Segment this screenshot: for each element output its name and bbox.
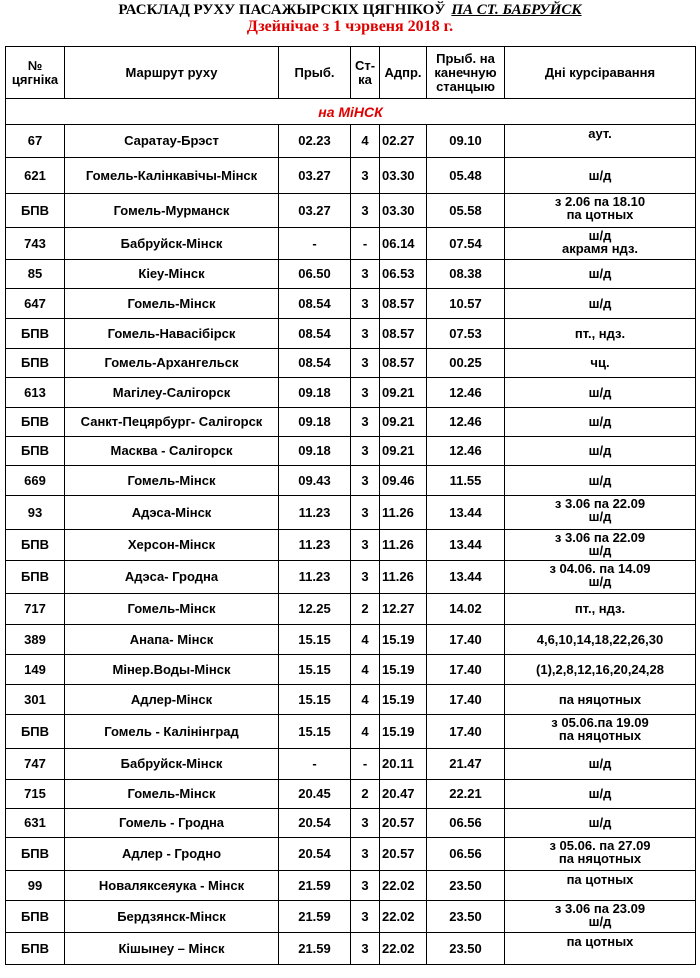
days-line-2: акрамя ндз.	[561, 241, 639, 256]
arrival-time-cell: 08.54	[279, 319, 351, 349]
departure-time-cell: 08.57	[380, 349, 427, 378]
final-arrival-time-cell: 22.21	[427, 780, 505, 809]
days-line-2: ш/д	[588, 509, 612, 524]
route-cell: Новаляксеяука - Мінск	[65, 871, 279, 901]
route-cell: Адэса-Мінск	[65, 496, 279, 530]
days-cell	[505, 228, 696, 260]
departure-time-cell: 20.47	[380, 780, 427, 809]
final-arrival-time-cell: 11.55	[427, 466, 505, 496]
days-line-1: з 3.06 па 22.09	[554, 496, 646, 511]
platform-cell: 3	[351, 871, 380, 901]
arrival-time-cell: 03.27	[279, 194, 351, 228]
departure-time-cell: 11.26	[380, 496, 427, 530]
departure-time-cell: 09.21	[380, 437, 427, 466]
platform-cell: 3	[351, 933, 380, 965]
days-cell: па цотных	[505, 933, 696, 965]
platform-cell: -	[351, 228, 380, 260]
route-cell: Гомель-Мінск	[65, 780, 279, 809]
section-label: на МіНСК	[6, 99, 696, 125]
table-row	[6, 715, 696, 749]
route-cell: Гомель-Мінск	[65, 466, 279, 496]
train-number-cell: 99	[6, 871, 65, 901]
table-row	[6, 838, 696, 871]
arrival-time-cell: 20.54	[279, 809, 351, 838]
final-arrival-time-cell: 17.40	[427, 715, 505, 749]
arrival-time-cell: 21.59	[279, 933, 351, 965]
route-cell: Гомель-Мінск	[65, 594, 279, 625]
route-cell: Гомель-Навасібірск	[65, 319, 279, 349]
table-row	[6, 319, 696, 349]
arrival-time-cell: 09.18	[279, 437, 351, 466]
final-arrival-time-cell: 12.46	[427, 437, 505, 466]
days-cell	[505, 496, 696, 530]
col-header-days: Дні курсіравання	[505, 47, 696, 99]
days-line-1: ш/д	[588, 228, 612, 243]
arrival-time-cell: 02.23	[279, 125, 351, 158]
days-cell: ш/д	[505, 289, 696, 319]
days-line-2: ш/д	[588, 543, 612, 558]
route-cell: Гомель-Мурманск	[65, 194, 279, 228]
arrival-time-cell: 11.23	[279, 530, 351, 561]
train-number-cell: 669	[6, 466, 65, 496]
train-number-cell: 85	[6, 260, 65, 289]
final-arrival-time-cell: 07.54	[427, 228, 505, 260]
platform-cell: 4	[351, 685, 380, 715]
platform-cell: 3	[351, 809, 380, 838]
schedule-table	[5, 46, 696, 965]
arrival-time-cell: -	[279, 228, 351, 260]
days-line-1: з 05.06.па 19.09	[551, 715, 649, 730]
final-arrival-time-cell: 06.56	[427, 838, 505, 871]
train-number-cell: 149	[6, 655, 65, 685]
days-cell: ш/д	[505, 749, 696, 780]
table-row	[6, 871, 696, 901]
departure-time-cell: 08.57	[380, 289, 427, 319]
departure-time-cell: 15.19	[380, 625, 427, 655]
route-cell: Адлер - Гродно	[65, 838, 279, 871]
arrival-time-cell: 15.15	[279, 715, 351, 749]
route-cell: Гомель - Калінінград	[65, 715, 279, 749]
final-arrival-time-cell: 06.56	[427, 809, 505, 838]
table-row	[6, 749, 696, 780]
final-arrival-time-cell: 07.53	[427, 319, 505, 349]
col-header-platform: Ст-ка	[351, 47, 380, 99]
final-arrival-time-cell: 23.50	[427, 901, 505, 933]
platform-cell: 3	[351, 496, 380, 530]
train-number-cell: 93	[6, 496, 65, 530]
days-line-2: па цотных	[566, 207, 634, 222]
days-cell: ш/д	[505, 408, 696, 437]
arrival-time-cell: 15.15	[279, 685, 351, 715]
final-arrival-time-cell: 17.40	[427, 625, 505, 655]
platform-cell: 3	[351, 158, 380, 194]
days-cell: ш/д	[505, 260, 696, 289]
final-arrival-time-cell: 12.46	[427, 408, 505, 437]
arrival-time-cell: 08.54	[279, 349, 351, 378]
arrival-time-cell: 11.23	[279, 496, 351, 530]
route-cell: Кіеу-Мінск	[65, 260, 279, 289]
days-cell	[505, 901, 696, 933]
days-cell: 4,6,10,14,18,22,26,30	[505, 625, 696, 655]
header-row	[6, 47, 696, 99]
platform-cell: 4	[351, 715, 380, 749]
route-cell: Гомель-Калінкавічы-Мінск	[65, 158, 279, 194]
platform-cell: 3	[351, 561, 380, 594]
route-cell: Масква - Салігорск	[65, 437, 279, 466]
train-number-cell: 747	[6, 749, 65, 780]
platform-cell: 3	[351, 901, 380, 933]
route-cell: Гомель - Гродна	[65, 809, 279, 838]
table-row	[6, 655, 696, 685]
train-number-cell: 621	[6, 158, 65, 194]
platform-cell: 4	[351, 625, 380, 655]
route-cell: Саратау-Брэст	[65, 125, 279, 158]
train-number-cell: 613	[6, 378, 65, 408]
table-row	[6, 289, 696, 319]
days-line-1: з 04.06. па 14.09	[549, 561, 651, 576]
final-arrival-time-cell: 12.46	[427, 378, 505, 408]
days-line-2: па няцотных	[558, 851, 642, 866]
final-arrival-time-cell: 17.40	[427, 685, 505, 715]
train-number-cell: БПВ	[6, 530, 65, 561]
days-line-2: ш/д	[588, 914, 612, 929]
departure-time-cell: 22.02	[380, 933, 427, 965]
days-cell	[505, 561, 696, 594]
departure-time-cell: 09.46	[380, 466, 427, 496]
table-row	[6, 466, 696, 496]
final-arrival-time-cell: 23.50	[427, 871, 505, 901]
train-number-cell: БПВ	[6, 901, 65, 933]
departure-time-cell: 20.57	[380, 838, 427, 871]
train-number-cell: 67	[6, 125, 65, 158]
train-number-cell: БПВ	[6, 933, 65, 965]
days-cell: аут.	[505, 125, 696, 158]
table-row	[6, 378, 696, 408]
platform-cell: 3	[351, 408, 380, 437]
train-number-cell: 631	[6, 809, 65, 838]
table-row	[6, 260, 696, 289]
departure-time-cell: 12.27	[380, 594, 427, 625]
arrival-time-cell: 15.15	[279, 625, 351, 655]
train-number-cell: БПВ	[6, 319, 65, 349]
train-number-cell: БПВ	[6, 349, 65, 378]
table-row	[6, 594, 696, 625]
route-cell: Адлер-Мінск	[65, 685, 279, 715]
final-arrival-time-cell: 17.40	[427, 655, 505, 685]
table-row	[6, 901, 696, 933]
final-arrival-time-cell: 13.44	[427, 496, 505, 530]
days-line-1: з 3.06 па 23.09	[554, 901, 646, 916]
arrival-time-cell: 03.27	[279, 158, 351, 194]
days-cell: ш/д	[505, 809, 696, 838]
table-row	[6, 194, 696, 228]
final-arrival-time-cell: 23.50	[427, 933, 505, 965]
days-cell: ш/д	[505, 158, 696, 194]
train-number-cell: БПВ	[6, 194, 65, 228]
departure-time-cell: 06.14	[380, 228, 427, 260]
col-header-final-arrival: Прыб. на канечную станцыю	[427, 47, 505, 99]
arrival-time-cell: 09.43	[279, 466, 351, 496]
platform-cell: 3	[351, 466, 380, 496]
arrival-time-cell: 21.59	[279, 901, 351, 933]
table-row	[6, 437, 696, 466]
route-cell: Магілеу-Салігорск	[65, 378, 279, 408]
arrival-time-cell: 20.45	[279, 780, 351, 809]
departure-time-cell: 15.19	[380, 655, 427, 685]
days-cell	[505, 715, 696, 749]
schedule-title-station: ПА СТ. БАБРУЙСК	[451, 2, 582, 18]
route-cell: Гомель-Архангельск	[65, 349, 279, 378]
days-cell: ш/д	[505, 437, 696, 466]
table-row	[6, 625, 696, 655]
train-number-cell: БПВ	[6, 561, 65, 594]
table-row	[6, 933, 696, 965]
final-arrival-time-cell: 00.25	[427, 349, 505, 378]
schedule-title	[0, 2, 700, 18]
departure-time-cell: 02.27	[380, 125, 427, 158]
platform-cell: 3	[351, 260, 380, 289]
table-row	[6, 125, 696, 158]
section-row	[6, 99, 696, 125]
train-number-cell: БПВ	[6, 408, 65, 437]
route-cell: Бабруйск-Мінск	[65, 228, 279, 260]
arrival-time-cell: 12.25	[279, 594, 351, 625]
col-header-num: № цягніка	[6, 47, 65, 99]
route-cell: Санкт-Пецярбург- Салігорск	[65, 408, 279, 437]
platform-cell: 4	[351, 125, 380, 158]
final-arrival-time-cell: 13.44	[427, 530, 505, 561]
arrival-time-cell: 06.50	[279, 260, 351, 289]
platform-cell: 3	[351, 319, 380, 349]
train-number-cell: БПВ	[6, 715, 65, 749]
platform-cell: 3	[351, 530, 380, 561]
schedule-title-main: РАСКЛАД РУХУ ПАСАЖЫРСКІХ ЦЯГНІКОЎ	[118, 2, 446, 18]
platform-cell: 4	[351, 655, 380, 685]
train-number-cell: БПВ	[6, 437, 65, 466]
days-line-1: з 05.06. па 27.09	[549, 838, 651, 853]
route-cell: Бабруйск-Мінск	[65, 749, 279, 780]
platform-cell: 3	[351, 838, 380, 871]
table-row	[6, 809, 696, 838]
departure-time-cell: 08.57	[380, 319, 427, 349]
col-header-departure: Адпр.	[380, 47, 427, 99]
days-cell: па цотных	[505, 871, 696, 901]
table-row	[6, 496, 696, 530]
platform-cell: -	[351, 749, 380, 780]
platform-cell: 3	[351, 437, 380, 466]
table-row	[6, 530, 696, 561]
table-row	[6, 561, 696, 594]
platform-cell: 3	[351, 194, 380, 228]
platform-cell: 3	[351, 349, 380, 378]
col-header-arrival: Прыб.	[279, 47, 351, 99]
departure-time-cell: 15.19	[380, 685, 427, 715]
final-arrival-time-cell: 13.44	[427, 561, 505, 594]
train-number-cell: 389	[6, 625, 65, 655]
arrival-time-cell: 21.59	[279, 871, 351, 901]
days-cell: (1),2,8,12,16,20,24,28	[505, 655, 696, 685]
route-cell: Херсон-Мінск	[65, 530, 279, 561]
train-number-cell: 647	[6, 289, 65, 319]
route-cell: Кішынеу – Мінск	[65, 933, 279, 965]
days-line-2: па няцотных	[558, 728, 642, 743]
platform-cell: 2	[351, 594, 380, 625]
platform-cell: 3	[351, 289, 380, 319]
route-cell: Гомель-Мінск	[65, 289, 279, 319]
arrival-time-cell: 09.18	[279, 378, 351, 408]
days-line-2: ш/д	[588, 574, 612, 589]
days-cell	[505, 194, 696, 228]
departure-time-cell: 09.21	[380, 408, 427, 437]
departure-time-cell: 22.02	[380, 901, 427, 933]
platform-cell: 3	[351, 378, 380, 408]
final-arrival-time-cell: 14.02	[427, 594, 505, 625]
arrival-time-cell: 15.15	[279, 655, 351, 685]
table-row	[6, 158, 696, 194]
arrival-time-cell: 08.54	[279, 289, 351, 319]
table-row	[6, 349, 696, 378]
departure-time-cell: 11.26	[380, 530, 427, 561]
route-cell: Адэса- Гродна	[65, 561, 279, 594]
final-arrival-time-cell: 10.57	[427, 289, 505, 319]
departure-time-cell: 20.57	[380, 809, 427, 838]
final-arrival-time-cell: 05.48	[427, 158, 505, 194]
departure-time-cell: 06.53	[380, 260, 427, 289]
schedule-subtitle: Дзейнічае з 1 чэрвеня 2018 г.	[246, 18, 454, 35]
table-row	[6, 408, 696, 437]
route-cell: Анапа- Мінск	[65, 625, 279, 655]
departure-time-cell: 20.11	[380, 749, 427, 780]
departure-time-cell: 09.21	[380, 378, 427, 408]
arrival-time-cell: 20.54	[279, 838, 351, 871]
table-row	[6, 685, 696, 715]
days-line-1: з 3.06 па 22.09	[554, 530, 646, 545]
departure-time-cell: 22.02	[380, 871, 427, 901]
table-row	[6, 228, 696, 260]
days-cell: пт., ндз.	[505, 319, 696, 349]
days-cell: ш/д	[505, 378, 696, 408]
departure-time-cell: 15.19	[380, 715, 427, 749]
days-cell	[505, 838, 696, 871]
arrival-time-cell: -	[279, 749, 351, 780]
days-cell: пт., ндз.	[505, 594, 696, 625]
days-cell: чц.	[505, 349, 696, 378]
route-cell: Мінер.Воды-Мінск	[65, 655, 279, 685]
final-arrival-time-cell: 09.10	[427, 125, 505, 158]
col-header-route: Маршрут руху	[65, 47, 279, 99]
days-cell: ш/д	[505, 780, 696, 809]
final-arrival-time-cell: 05.58	[427, 194, 505, 228]
days-line-1: з 2.06 па 18.10	[554, 194, 646, 209]
days-cell: ш/д	[505, 466, 696, 496]
final-arrival-time-cell: 08.38	[427, 260, 505, 289]
departure-time-cell: 11.26	[380, 561, 427, 594]
departure-time-cell: 03.30	[380, 194, 427, 228]
arrival-time-cell: 09.18	[279, 408, 351, 437]
train-number-cell: БПВ	[6, 838, 65, 871]
departure-time-cell: 03.30	[380, 158, 427, 194]
train-number-cell: 743	[6, 228, 65, 260]
days-cell: па няцотных	[505, 685, 696, 715]
train-number-cell: 717	[6, 594, 65, 625]
platform-cell: 2	[351, 780, 380, 809]
arrival-time-cell: 11.23	[279, 561, 351, 594]
table-row	[6, 780, 696, 809]
train-number-cell: 715	[6, 780, 65, 809]
route-cell: Бердзянск-Мінск	[65, 901, 279, 933]
train-number-cell: 301	[6, 685, 65, 715]
days-cell	[505, 530, 696, 561]
final-arrival-time-cell: 21.47	[427, 749, 505, 780]
